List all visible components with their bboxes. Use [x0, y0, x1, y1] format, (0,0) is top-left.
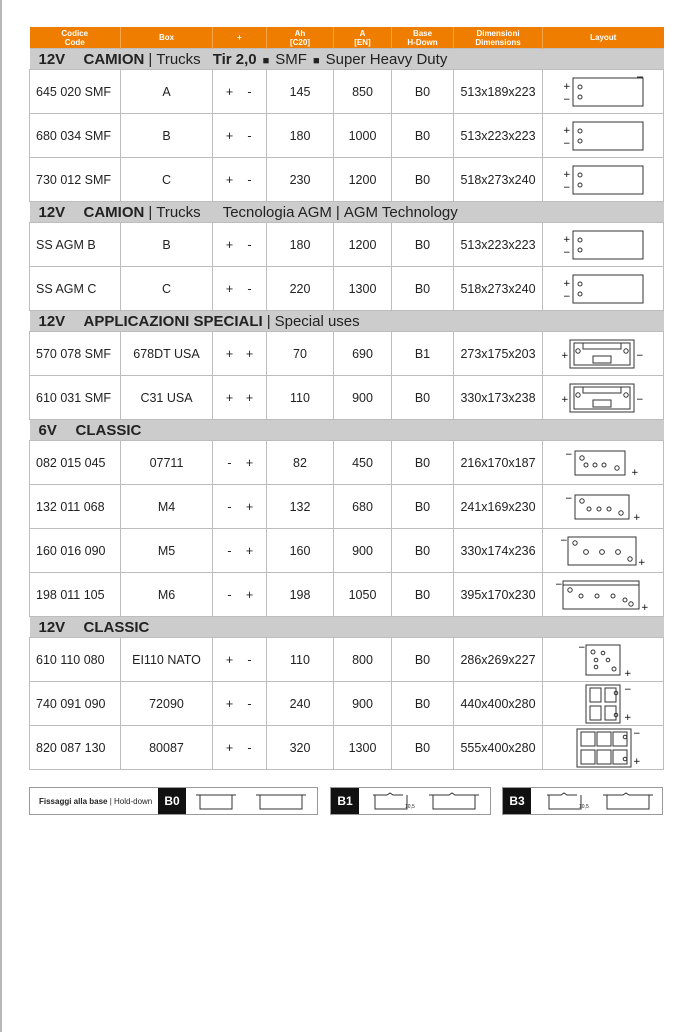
col-header-dimensions: Dimensioni Dimensions	[454, 27, 543, 49]
section-voltage: 6V	[38, 421, 57, 439]
cell-polarity: - +	[213, 441, 267, 485]
battery-layout-diagram	[561, 380, 645, 416]
cell-amps: 1050	[334, 573, 392, 617]
cell-dimensions: 513x223x223	[454, 114, 543, 158]
cell-layout	[543, 70, 664, 114]
cell-dimensions: 555x400x280	[454, 726, 543, 770]
table-row	[30, 682, 664, 726]
table-row	[30, 485, 664, 529]
table-row	[30, 267, 664, 311]
cell-dimensions: 518x273x240	[454, 267, 543, 311]
cell-amps: 850	[334, 70, 392, 114]
section-title-en: Trucks	[156, 203, 201, 221]
cell-ah: 198	[267, 573, 334, 617]
hold-down-diagram	[363, 791, 489, 813]
svg-text:−: −	[563, 138, 571, 149]
cell-base: B0	[392, 158, 454, 202]
cell-box: B	[121, 223, 213, 267]
svg-text:−: −	[565, 449, 573, 460]
cell-layout	[543, 332, 664, 376]
section-voltage: 12V	[38, 50, 66, 68]
cell-code: 198 011 105	[30, 573, 121, 617]
svg-text:−: −	[636, 350, 644, 361]
cell-base: B0	[392, 441, 454, 485]
cell-box: M4	[121, 485, 213, 529]
table-row	[30, 70, 664, 114]
col-header-base: Base H-Down	[392, 27, 454, 49]
cell-ah: 110	[267, 376, 334, 420]
table-row	[30, 573, 664, 617]
cell-layout	[543, 376, 664, 420]
svg-text:−: −	[560, 535, 568, 546]
section-title-en: Trucks	[156, 50, 201, 68]
svg-text:+: +	[633, 512, 641, 523]
cell-code: 820 087 130	[30, 726, 121, 770]
cell-dimensions: 518x273x240	[454, 158, 543, 202]
svg-text:−: −	[563, 247, 571, 258]
table-row	[30, 726, 664, 770]
table-header-row	[30, 27, 664, 49]
cell-polarity: - +	[213, 485, 267, 529]
cell-box: B	[121, 114, 213, 158]
section-row-truck-agm: 12V CAMION | Trucks Tecnologia AGM | AGM Technology	[30, 202, 664, 223]
section-title: CLASSIC	[83, 618, 150, 636]
cell-polarity: + +	[213, 376, 267, 420]
col-header-polarity: +	[213, 27, 267, 49]
cell-polarity: - +	[213, 529, 267, 573]
hold-down-diagram	[537, 791, 661, 813]
cell-polarity: + +	[213, 332, 267, 376]
table-row	[30, 114, 664, 158]
svg-text:−: −	[563, 291, 571, 302]
svg-text:−: −	[555, 579, 563, 590]
cell-code: 160 016 090	[30, 529, 121, 573]
table-row	[30, 441, 664, 485]
battery-layout-diagram	[568, 640, 638, 680]
cell-amps: 690	[334, 332, 392, 376]
battery-layout-diagram	[561, 75, 645, 109]
cell-dimensions: 513x189x223	[454, 70, 543, 114]
cell-code: 740 091 090	[30, 682, 121, 726]
section-title: CLASSIC	[75, 421, 142, 439]
battery-layout-diagram	[568, 683, 638, 725]
page-left-rule	[0, 0, 2, 1032]
section-row-classic-6v	[30, 420, 664, 441]
section-title: CAMION	[83, 203, 145, 221]
section-voltage: 12V	[38, 618, 66, 636]
svg-text:+: +	[561, 350, 569, 361]
svg-text:+: +	[638, 557, 646, 568]
cell-layout	[543, 223, 664, 267]
cell-dimensions: 273x175x203	[454, 332, 543, 376]
svg-text:−: −	[636, 394, 644, 405]
cell-base: B0	[392, 638, 454, 682]
battery-catalog-table	[29, 27, 664, 770]
section-row-special: 12V APPLICAZIONI SPECIALI | Special uses	[30, 311, 664, 332]
svg-text:+: +	[624, 668, 632, 679]
battery-layout-diagram	[561, 489, 645, 525]
table-row	[30, 158, 664, 202]
cell-ah: 320	[267, 726, 334, 770]
svg-text:+: +	[563, 125, 571, 136]
cell-amps: 1000	[334, 114, 392, 158]
col-header-amps: A [EN]	[334, 27, 392, 49]
cell-ah: 180	[267, 223, 334, 267]
svg-text:−: −	[578, 642, 586, 653]
section-extra: SMF	[275, 50, 307, 68]
cell-ah: 180	[267, 114, 334, 158]
cell-polarity: - +	[213, 573, 267, 617]
svg-text:+: +	[633, 756, 641, 767]
cell-dimensions: 216x170x187	[454, 441, 543, 485]
hold-down-b3	[502, 787, 663, 815]
cell-box: C	[121, 267, 213, 311]
cell-base: B0	[392, 726, 454, 770]
section-extra: Super Heavy Duty	[325, 50, 448, 68]
cell-amps: 1200	[334, 223, 392, 267]
cell-code: 680 034 SMF	[30, 114, 121, 158]
cell-code: 082 015 045	[30, 441, 121, 485]
cell-layout	[543, 158, 664, 202]
battery-layout-diagram	[561, 336, 645, 372]
cell-code: 132 011 068	[30, 485, 121, 529]
cell-ah: 70	[267, 332, 334, 376]
battery-layout-diagram	[558, 532, 648, 570]
cell-dimensions: 241x169x230	[454, 485, 543, 529]
cell-code: SS AGM B	[30, 223, 121, 267]
cell-polarity: + -	[213, 267, 267, 311]
cell-dimensions: 330x174x236	[454, 529, 543, 573]
cell-layout	[543, 441, 664, 485]
b3-note: 10,5	[579, 804, 589, 810]
svg-text:−: −	[563, 182, 571, 193]
cell-polarity: + -	[213, 682, 267, 726]
cell-box: C	[121, 158, 213, 202]
cell-base: B0	[392, 223, 454, 267]
cell-base: B0	[392, 376, 454, 420]
table-row	[30, 332, 664, 376]
cell-amps: 900	[334, 682, 392, 726]
cell-dimensions: 440x400x280	[454, 682, 543, 726]
section-extra: Tecnologia AGM	[222, 203, 332, 221]
cell-box: 07711	[121, 441, 213, 485]
cell-code: 610 031 SMF	[30, 376, 121, 420]
section-voltage: 12V	[38, 203, 66, 221]
svg-text:+: +	[563, 81, 571, 92]
cell-base: B0	[392, 485, 454, 529]
cell-base: B1	[392, 332, 454, 376]
cell-box: 72090	[121, 682, 213, 726]
battery-layout-diagram	[561, 119, 645, 153]
section-title-en: Special uses	[274, 312, 360, 330]
cell-polarity: + -	[213, 70, 267, 114]
cell-ah: 132	[267, 485, 334, 529]
cell-ah: 160	[267, 529, 334, 573]
cell-box: M5	[121, 529, 213, 573]
cell-polarity: + -	[213, 638, 267, 682]
section-extra: AGM Technology	[343, 203, 458, 221]
hold-down-code: B3	[503, 788, 531, 814]
cell-amps: 1200	[334, 158, 392, 202]
svg-text:+: +	[563, 169, 571, 180]
svg-text:+: +	[561, 394, 569, 405]
battery-layout-diagram	[561, 445, 645, 481]
hold-down-b0	[29, 787, 318, 815]
cell-amps: 800	[334, 638, 392, 682]
hold-down-code: B1	[331, 788, 359, 814]
cell-amps: 450	[334, 441, 392, 485]
cell-dimensions: 513x223x223	[454, 223, 543, 267]
hold-down-code: B0	[158, 788, 186, 814]
cell-code: 730 012 SMF	[30, 158, 121, 202]
b1-note: 10,5	[405, 804, 415, 810]
table-row	[30, 529, 664, 573]
col-header-code: Codice Code	[30, 27, 121, 49]
svg-text:−: −	[563, 94, 571, 105]
section-row-truck-smf: 12V CAMION | Trucks Tir 2,0 ■ SMF ■ Super Heavy Duty	[30, 49, 664, 70]
cell-box: A	[121, 70, 213, 114]
table-row	[30, 376, 664, 420]
hold-down-legend	[29, 787, 663, 815]
cell-code: 570 078 SMF	[30, 332, 121, 376]
cell-amps: 680	[334, 485, 392, 529]
section-title: CAMION	[83, 50, 145, 68]
cell-amps: 1300	[334, 726, 392, 770]
col-header-layout: Layout	[543, 27, 664, 49]
cell-ah: 220	[267, 267, 334, 311]
cell-box: C31 USA	[121, 376, 213, 420]
cell-ah: 240	[267, 682, 334, 726]
cell-polarity: + -	[213, 726, 267, 770]
cell-layout	[543, 485, 664, 529]
cell-base: B0	[392, 573, 454, 617]
hold-down-diagram	[190, 791, 318, 813]
cell-code: 645 020 SMF	[30, 70, 121, 114]
cell-dimensions: 330x173x238	[454, 376, 543, 420]
svg-text:+: +	[563, 234, 571, 245]
col-header-ah: Ah [C20]	[267, 27, 334, 49]
cell-layout	[543, 638, 664, 682]
battery-layout-diagram	[555, 576, 651, 614]
svg-text:−: −	[624, 684, 632, 695]
cell-box: 678DT USA	[121, 332, 213, 376]
cell-polarity: + -	[213, 158, 267, 202]
battery-layout-diagram	[561, 228, 645, 262]
cell-base: B0	[392, 682, 454, 726]
cell-base: B0	[392, 114, 454, 158]
section-title: APPLICAZIONI SPECIALI	[83, 312, 263, 330]
svg-text:−: −	[565, 493, 573, 504]
cell-code: SS AGM C	[30, 267, 121, 311]
cell-base: B0	[392, 70, 454, 114]
cell-base: B0	[392, 267, 454, 311]
svg-text:+: +	[624, 712, 632, 723]
cell-amps: 900	[334, 529, 392, 573]
svg-text:+: +	[563, 278, 571, 289]
battery-layout-diagram	[561, 272, 645, 306]
hold-down-label: Fissaggi alla base | Hold-down	[39, 797, 153, 806]
cell-polarity: + -	[213, 223, 267, 267]
cell-box: 80087	[121, 726, 213, 770]
cell-amps: 900	[334, 376, 392, 420]
cell-box: M6	[121, 573, 213, 617]
section-voltage: 12V	[38, 312, 66, 330]
cell-amps: 1300	[334, 267, 392, 311]
cell-dimensions: 395x170x230	[454, 573, 543, 617]
cell-layout	[543, 682, 664, 726]
battery-layout-diagram	[561, 163, 645, 197]
cell-layout	[543, 529, 664, 573]
cell-box: EI110 NATO	[121, 638, 213, 682]
cell-ah: 145	[267, 70, 334, 114]
cell-ah: 230	[267, 158, 334, 202]
cell-ah: 82	[267, 441, 334, 485]
table-row	[30, 638, 664, 682]
cell-layout	[543, 267, 664, 311]
table-row	[30, 223, 664, 267]
cell-code: 610 110 080	[30, 638, 121, 682]
section-extra: Tir 2,0	[212, 50, 257, 68]
cell-ah: 110	[267, 638, 334, 682]
svg-text:−: −	[633, 728, 641, 739]
hold-down-b1	[330, 787, 491, 815]
cell-base: B0	[392, 529, 454, 573]
col-header-box: Box	[121, 27, 213, 49]
svg-text:+: +	[631, 467, 639, 478]
cell-layout	[543, 114, 664, 158]
cell-polarity: + -	[213, 114, 267, 158]
battery-layout-diagram	[561, 727, 645, 769]
cell-layout	[543, 726, 664, 770]
svg-text:+: +	[641, 602, 649, 613]
cell-layout	[543, 573, 664, 617]
section-row-classic-12v	[30, 617, 664, 638]
cell-dimensions: 286x269x227	[454, 638, 543, 682]
